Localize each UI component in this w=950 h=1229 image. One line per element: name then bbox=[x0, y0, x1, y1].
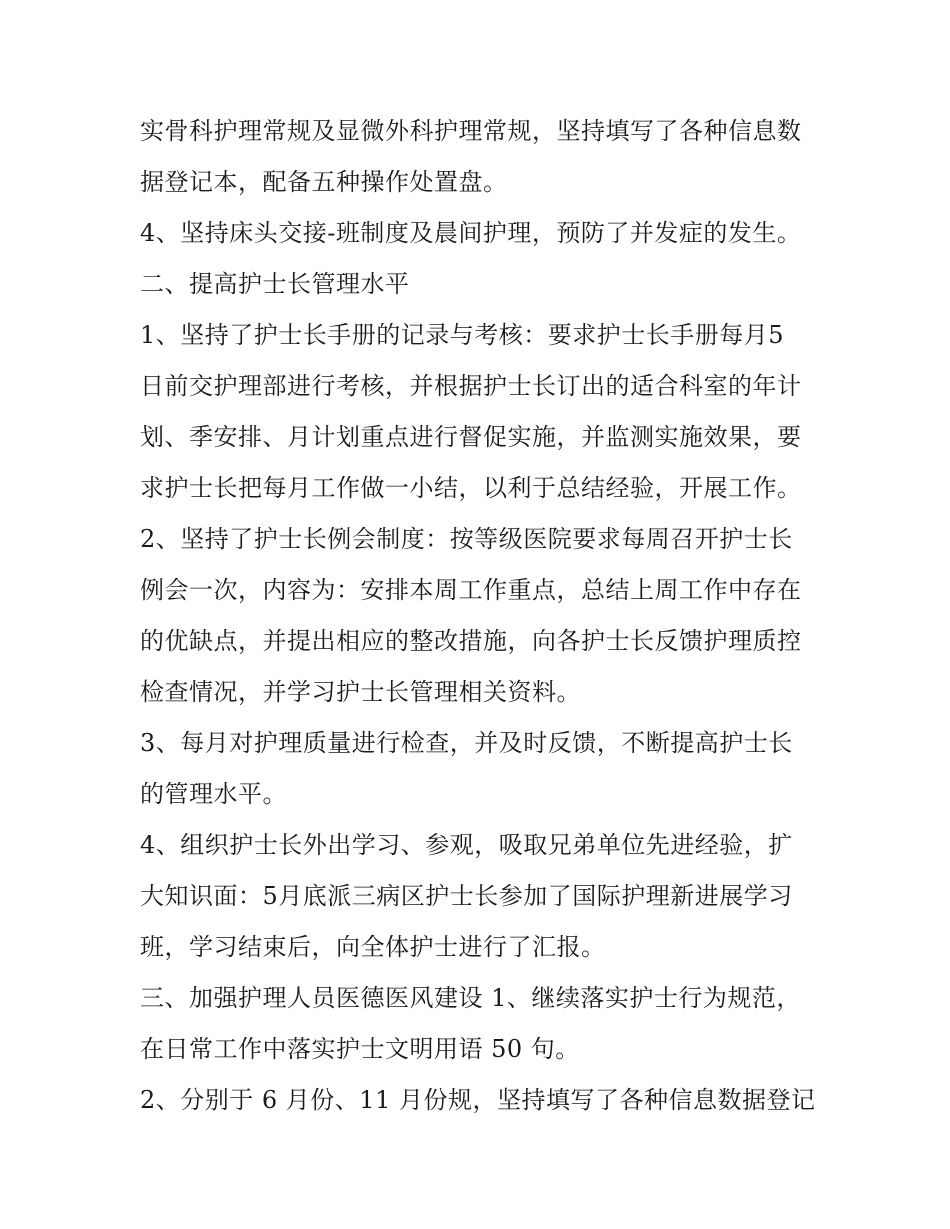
text-line: 1、坚持了护士长手册的记录与考核：要求护士长手册每月5 bbox=[140, 321, 785, 349]
text-line: 例会一次，内容为：安排本周工作重点，总结上周工作中存在 bbox=[140, 576, 802, 604]
section-heading: 二、提高护士长管理水平 bbox=[140, 270, 410, 298]
text-line: 2、坚持了护士长例会制度：按等级医院要求每周召开护士长 bbox=[140, 525, 793, 553]
text-line: 的管理水平。 bbox=[140, 780, 287, 808]
text-line: 班，学习结束后，向全体护士进行了汇报。 bbox=[140, 933, 606, 961]
text-line: 划、季安排、月计划重点进行督促实施，并监测实施效果，要 bbox=[140, 423, 802, 451]
text-line: 日前交护理部进行考核，并根据护士长订出的适合科室的年计 bbox=[140, 372, 802, 400]
section-heading: 三、加强护理人员医德医风建设 1、继续落实护士行为规范， bbox=[140, 984, 801, 1012]
text-line: 2、分别于 6 月份、11 月份规，坚持填写了各种信息数据登记 bbox=[140, 1086, 816, 1114]
text-line: 据登记本，配备五种操作处置盘。 bbox=[140, 168, 508, 196]
text-line: 检查情况，并学习护士长管理相关资料。 bbox=[140, 678, 581, 706]
text-line: 实骨科护理常规及显微外科护理常规，坚持填写了各种信息数 bbox=[140, 117, 802, 145]
text-line: 的优缺点，并提出相应的整改措施，向各护士长反馈护理质控 bbox=[140, 627, 802, 655]
document-body bbox=[140, 106, 830, 1126]
text-line: 3、每月对护理质量进行检查，并及时反馈，不断提高护士长 bbox=[140, 729, 793, 757]
text-line: 求护士长把每月工作做一小结，以利于总结经验，开展工作。 bbox=[140, 474, 802, 502]
text-line: 4、组织护士长外出学习、参观，吸取兄弟单位先进经验，扩 bbox=[140, 831, 793, 859]
text-line: 大知识面：5月底派三病区护士长参加了国际护理新进展学习 bbox=[140, 882, 793, 910]
text-line: 在日常工作中落实护士文明用语 50 句。 bbox=[140, 1035, 580, 1063]
text-line: 4、坚持床头交接-班制度及晨间护理，预防了并发症的发生。 bbox=[140, 219, 802, 247]
